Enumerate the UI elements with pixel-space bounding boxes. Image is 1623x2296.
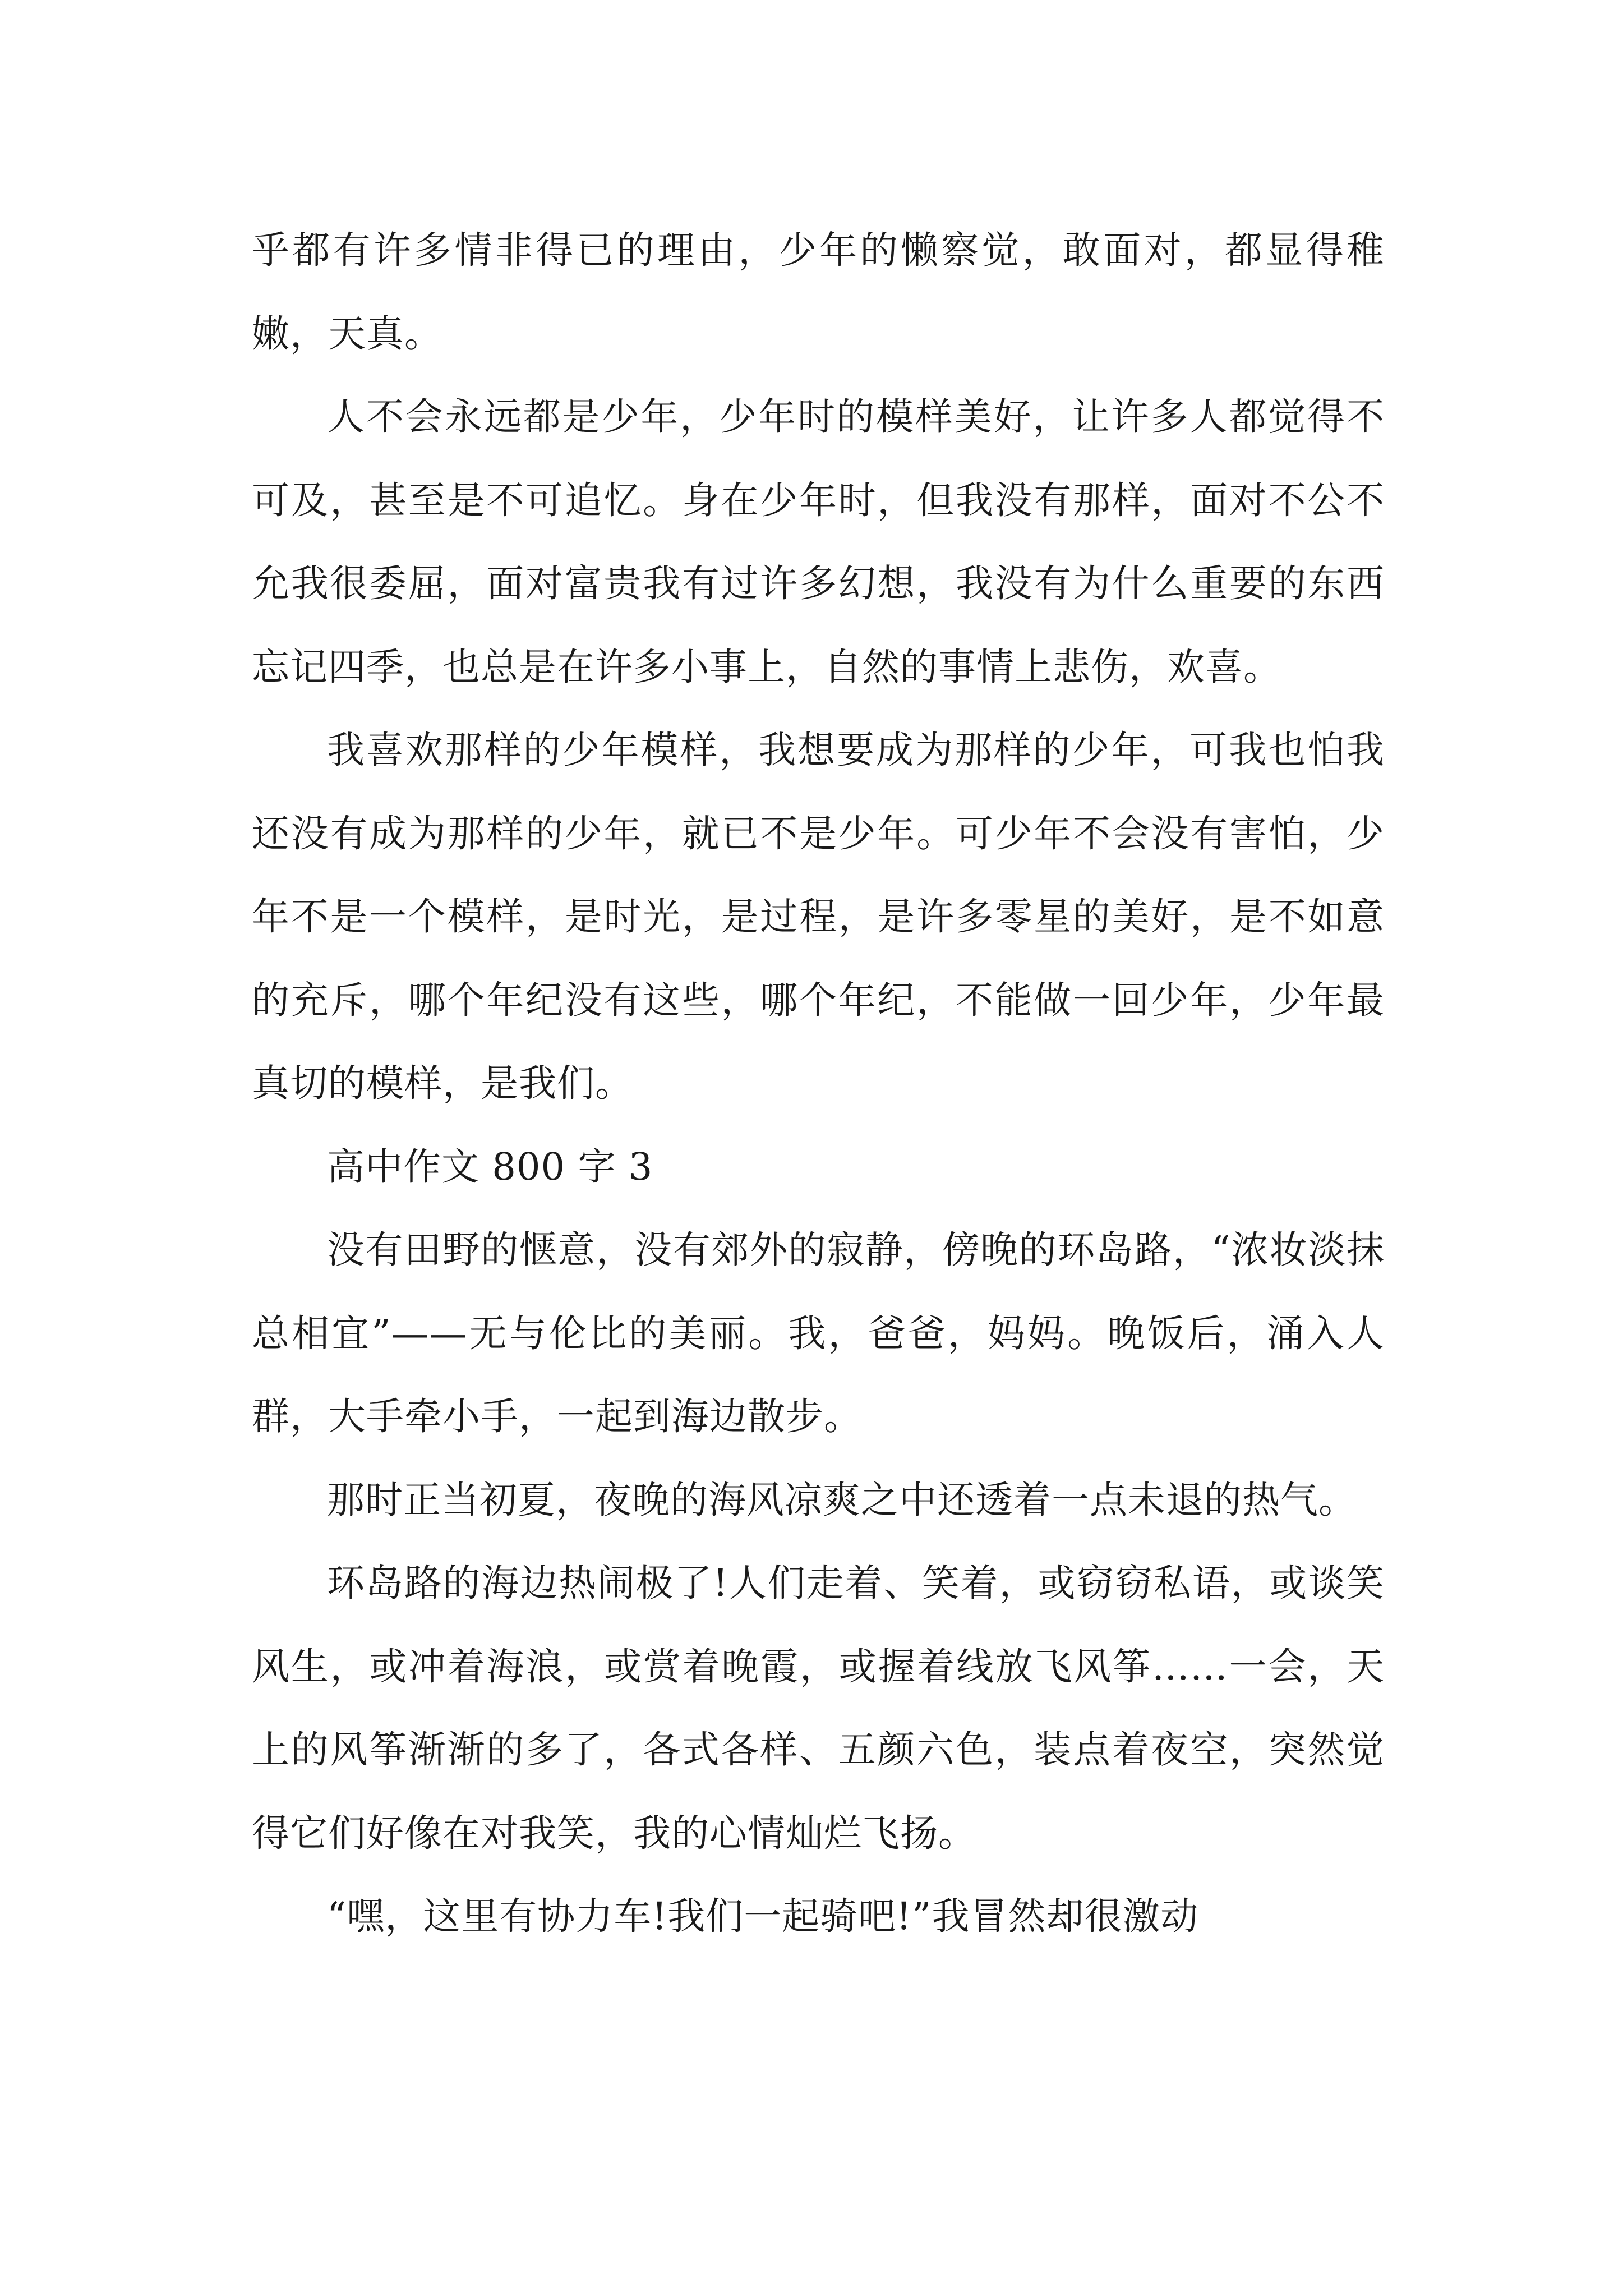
paragraph: 环岛路的海边热闹极了!人们走着、笑着，或窃窃私语，或谈笑风生，或冲着海浪，或赏着晚霞，或握着线放飞风筝……一会，天上的风筝渐渐的多了，各式各样、五颜六色，装点着夜空，突然觉得它们好像在对我笑，我的心情灿烂飞扬。 [252,1561,1385,1855]
article-body [252,209,1385,1958]
paragraph-continued: 乎都有许多情非得已的理由，少年的懒察觉，敢面对，都显得稚嫩，天真。 [252,228,1385,356]
paragraph: “嘿，这里有协力车!我们一起骑吧!”我冒然却很激动 [327,1894,1199,1938]
paragraph: 人不会永远都是少年，少年时的模样美好，让许多人都觉得不可及，甚至是不可追忆。身在少年时，但我没有那样，面对不公不允我很委屈，面对富贵我有过许多幻想，我没有为什么重要的东西忘记四季，也总是在许多小事上，自然的事情上悲伤，欢喜。 [252,395,1385,689]
section-heading: 高中作文 800 字 3 [327,1144,653,1189]
paragraph: 那时正当初夏，夜晚的海风凉爽之中还透着一点未退的热气。 [327,1478,1357,1522]
paragraph: 没有田野的惬意，没有郊外的寂静，傍晚的环岛路，“浓妆淡抹总相宜”——无与伦比的美丽。我，爸爸，妈妈。晚饭后，涌入人群，大手牵小手，一起到海边散步。 [252,1228,1385,1438]
paragraph: 我喜欢那样的少年模样，我想要成为那样的少年，可我也怕我还没有成为那样的少年，就已不是少年。可少年不会没有害怕，少年不是一个模样，是时光，是过程，是许多零星的美好，是不如意的充斥，哪个年纪没有这些，哪个年纪，不能做一回少年，少年最真切的模样，是我们。 [252,728,1385,1105]
